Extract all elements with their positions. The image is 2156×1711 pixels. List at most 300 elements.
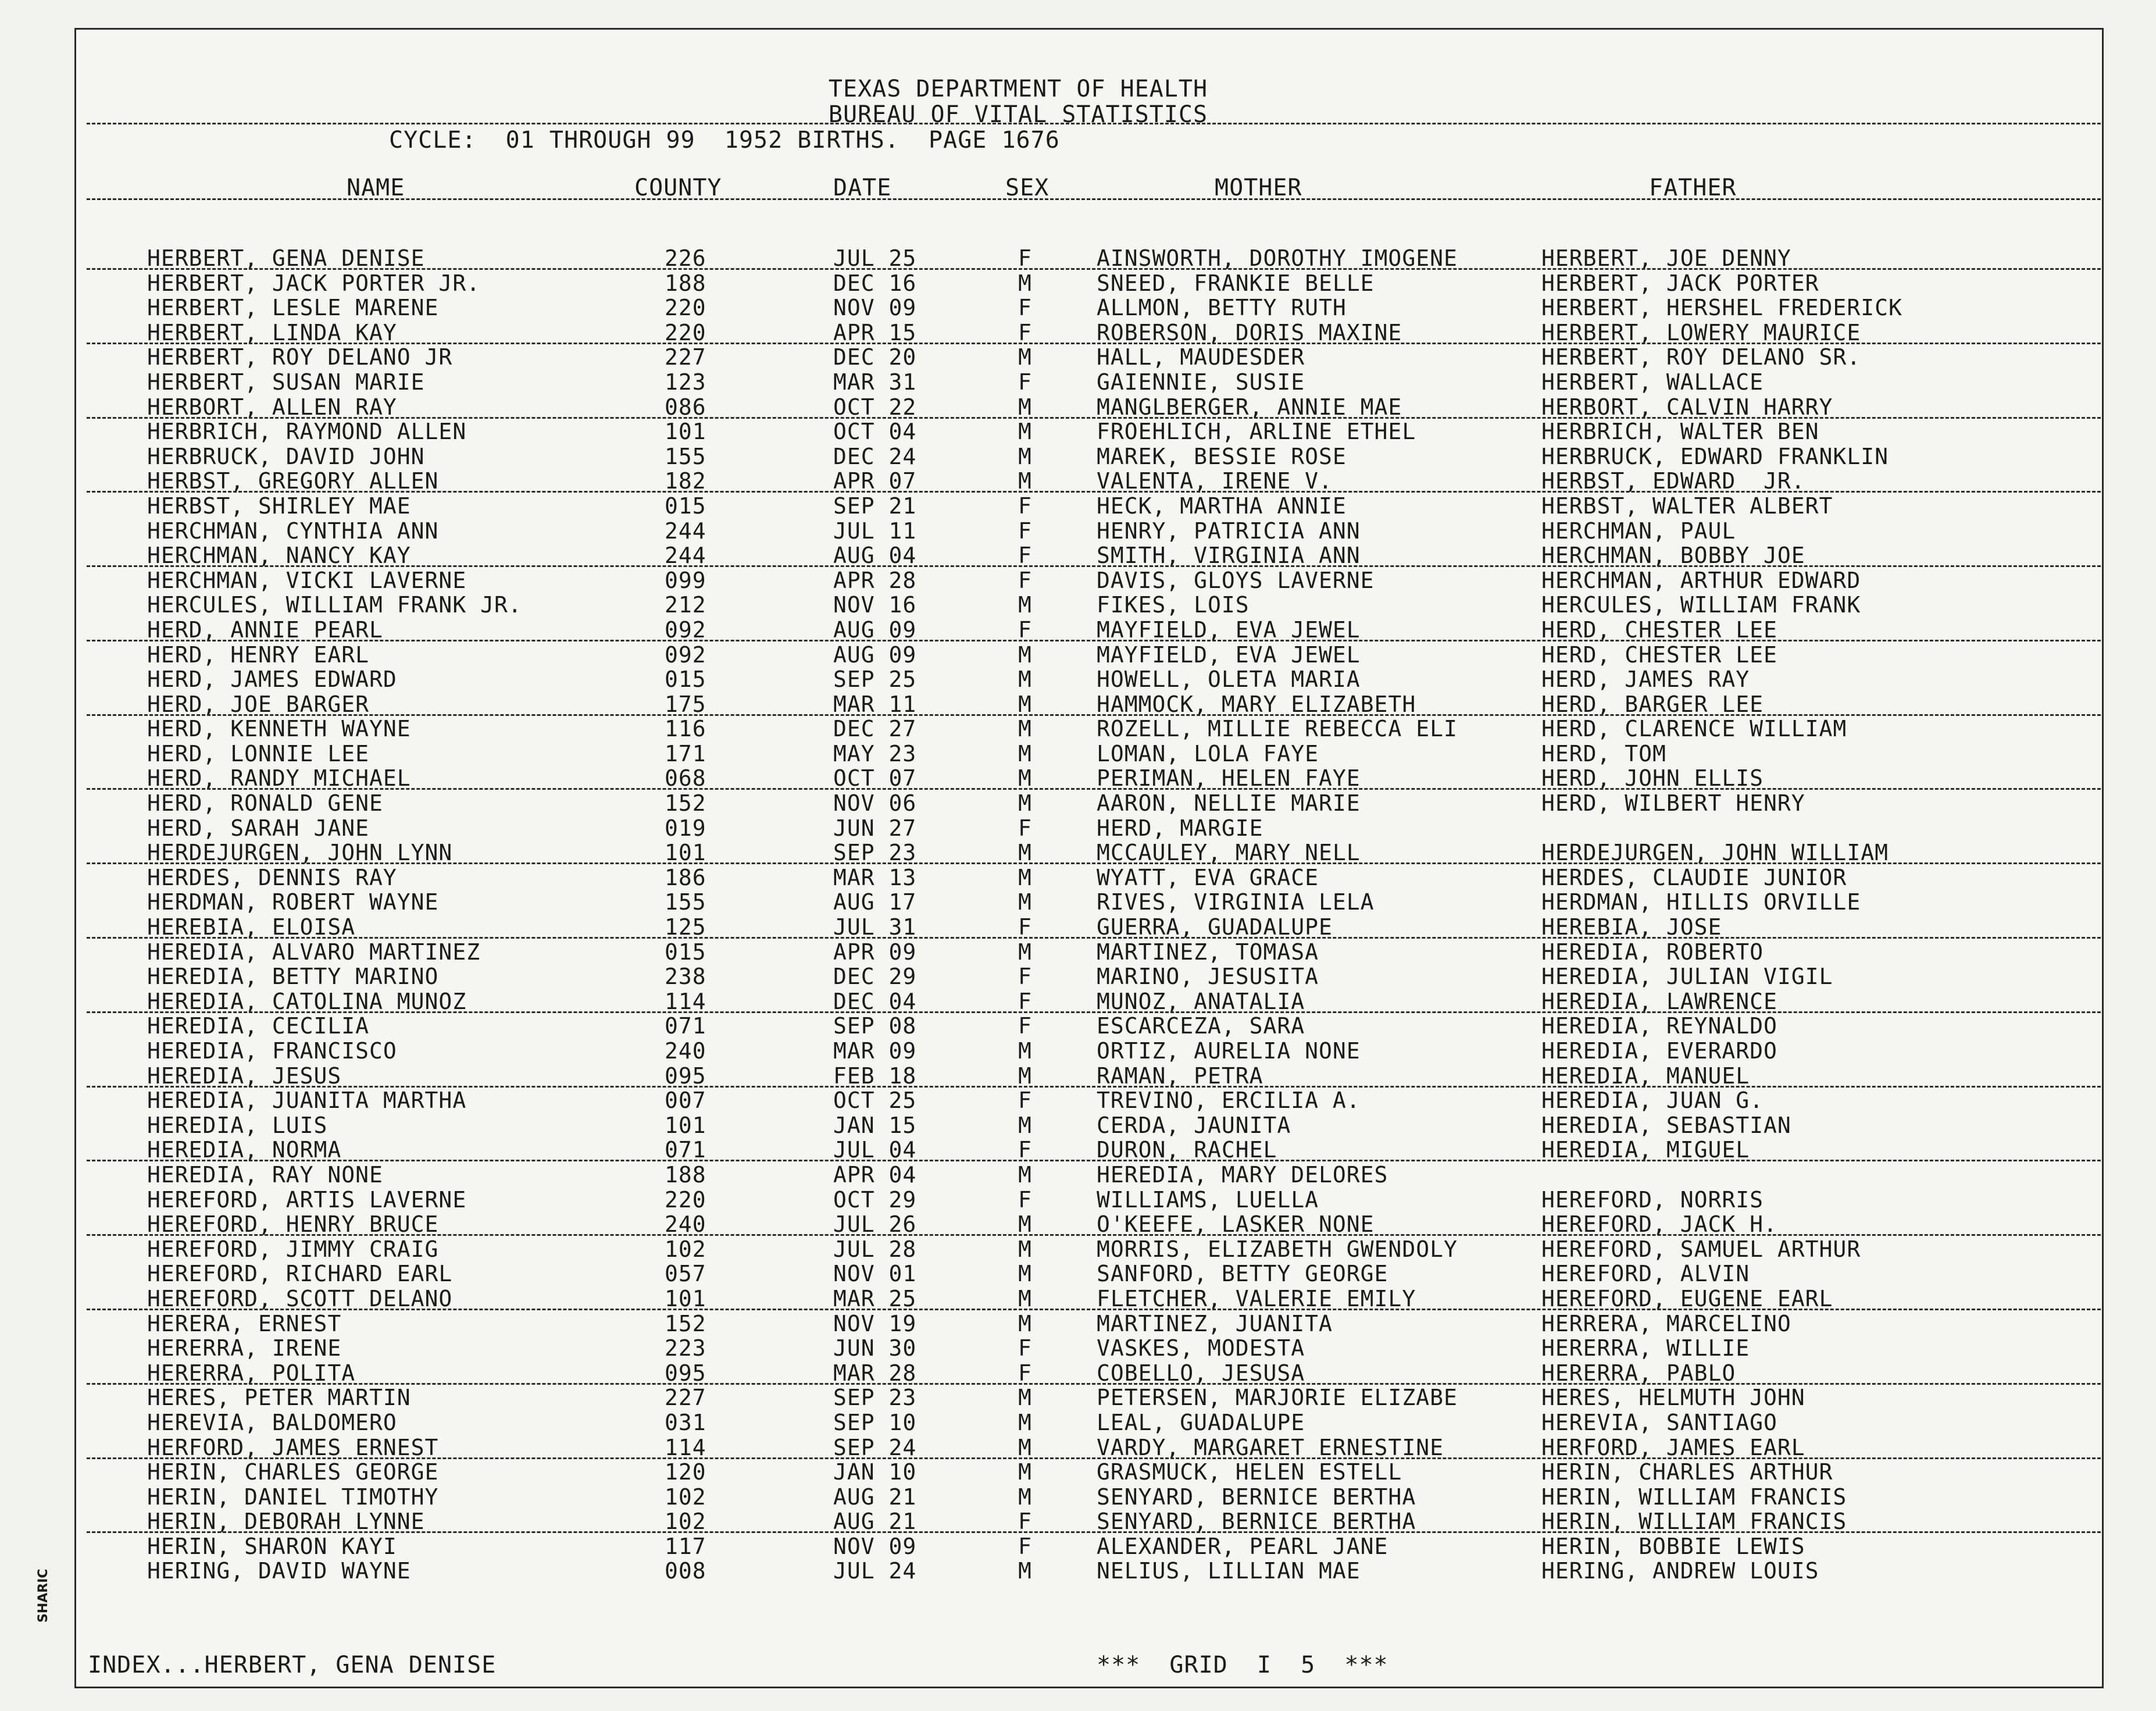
- cell-father: HERD, CHESTER LEE: [1541, 641, 1777, 668]
- divider: [87, 198, 2101, 200]
- cell-date: MAR 11: [833, 691, 917, 717]
- cell-father: HERDEJURGEN, JOHN WILLIAM: [1541, 840, 1889, 866]
- cell-sex: F: [1018, 369, 1032, 395]
- cell-father: HERFORD, JAMES EARL: [1541, 1434, 1805, 1460]
- cell-father: HERING, ANDREW LOUIS: [1541, 1558, 1819, 1584]
- table-row: [76, 1088, 2102, 1113]
- cell-sex: F: [1018, 245, 1032, 271]
- cell-sex: F: [1018, 518, 1032, 544]
- cell-father: HEREDIA, ROBERTO: [1541, 939, 1764, 965]
- cell-father: HERBERT, HERSHEL FREDERICK: [1541, 295, 1902, 321]
- cell-county: 152: [665, 790, 706, 817]
- cell-sex: M: [1018, 344, 1032, 370]
- cell-sex: M: [1018, 740, 1032, 767]
- cell-sex: M: [1018, 1211, 1032, 1238]
- cell-name: HEREDIA, LUIS: [147, 1112, 328, 1138]
- cell-date: NOV 16: [833, 592, 917, 618]
- cell-county: 102: [665, 1484, 706, 1510]
- cell-father: HERBRICH, WALTER BEN: [1541, 419, 1819, 445]
- cell-date: SEP 10: [833, 1409, 917, 1435]
- cell-mother: ALEXANDER, PEARL JANE: [1097, 1533, 1388, 1559]
- cell-name: HERCHMAN, NANCY KAY: [147, 543, 411, 569]
- table-row: [76, 865, 2102, 890]
- cell-mother: MAYFIELD, EVA JEWEL: [1097, 616, 1361, 643]
- cell-sex: M: [1018, 889, 1032, 915]
- cell-sex: M: [1018, 1063, 1032, 1089]
- cell-name: HEREDIA, CECILIA: [147, 1013, 370, 1039]
- table-row: [76, 915, 2102, 940]
- cell-date: MAR 31: [833, 369, 917, 395]
- cell-mother: GAIENNIE, SUSIE: [1097, 369, 1305, 395]
- cell-mother: WYATT, EVA GRACE: [1097, 864, 1319, 890]
- cell-date: DEC 20: [833, 344, 917, 370]
- cell-father: HERD, JAMES RAY: [1541, 666, 1750, 693]
- cell-mother: HAMMOCK, MARY ELIZABETH: [1097, 691, 1416, 717]
- cell-sex: F: [1018, 1509, 1032, 1535]
- table-row: [76, 543, 2102, 568]
- table-row: [76, 494, 2102, 519]
- cell-date: DEC 04: [833, 988, 917, 1014]
- cell-date: AUG 04: [833, 543, 917, 569]
- cell-mother: GRASMUCK, HELEN ESTELL: [1097, 1459, 1402, 1485]
- column-header-date: DATE: [833, 174, 892, 201]
- cell-county: 101: [665, 1285, 706, 1311]
- cell-name: HEREDIA, NORMA: [147, 1137, 342, 1163]
- cell-county: 171: [665, 740, 706, 767]
- table-row: [76, 1163, 2102, 1188]
- cell-county: 238: [665, 964, 706, 990]
- cell-name: HERERRA, POLITA: [147, 1360, 356, 1386]
- table-row: [76, 742, 2102, 767]
- cell-county: 071: [665, 1013, 706, 1039]
- cell-county: 015: [665, 493, 706, 519]
- cell-name: HERIN, SHARON KAYI: [147, 1533, 397, 1559]
- cell-mother: GUERRA, GUADALUPE: [1097, 914, 1333, 940]
- column-header-county: COUNTY: [634, 174, 722, 201]
- cell-date: JUL 04: [833, 1137, 917, 1163]
- table-row: [76, 643, 2102, 668]
- table-row: [76, 419, 2102, 444]
- cell-mother: HENRY, PATRICIA ANN: [1097, 518, 1361, 544]
- table-row: [76, 964, 2102, 989]
- cell-county: 015: [665, 939, 706, 965]
- cell-father: HEREDIA, REYNALDO: [1541, 1013, 1777, 1039]
- cell-county: 155: [665, 443, 706, 469]
- cell-father: HEREDIA, EVERARDO: [1541, 1038, 1777, 1064]
- table-row: [76, 1212, 2102, 1237]
- table-row: [76, 320, 2102, 345]
- cell-sex: M: [1018, 1310, 1032, 1336]
- cell-date: JUL 31: [833, 914, 917, 940]
- cell-date: OCT 25: [833, 1088, 917, 1114]
- cell-date: JUN 30: [833, 1335, 917, 1361]
- cell-mother: RAMAN, PETRA: [1097, 1063, 1263, 1089]
- cell-name: HERDES, DENNIS RAY: [147, 864, 397, 890]
- cell-mother: VASKES, MODESTA: [1097, 1335, 1305, 1361]
- cell-mother: SMITH, VIRGINIA ANN: [1097, 543, 1361, 569]
- cell-date: JUL 11: [833, 518, 917, 544]
- cell-sex: F: [1018, 319, 1032, 345]
- cell-sex: M: [1018, 1285, 1032, 1311]
- cell-name: HERBERT, JACK PORTER JR.: [147, 270, 481, 296]
- table-row: [76, 1188, 2102, 1213]
- cell-sex: M: [1018, 443, 1032, 469]
- department-title: TEXAS DEPARTMENT OF HEALTH: [828, 76, 1208, 102]
- cell-county: 152: [665, 1310, 706, 1336]
- cell-father: HERBERT, JACK PORTER: [1541, 270, 1819, 296]
- cell-father: HERBRUCK, EDWARD FRANKLIN: [1541, 443, 1889, 469]
- cell-county: 095: [665, 1063, 706, 1089]
- cell-father: HEREFORD, NORRIS: [1541, 1186, 1764, 1213]
- cell-name: HERBERT, LINDA KAY: [147, 319, 397, 345]
- cell-county: 155: [665, 889, 706, 915]
- cell-county: 015: [665, 666, 706, 693]
- cell-name: HERD, RONALD GENE: [147, 790, 383, 817]
- cell-name: HERERA, ERNEST: [147, 1310, 342, 1336]
- side-label: SHARIC: [36, 1569, 51, 1623]
- cell-county: 007: [665, 1088, 706, 1114]
- cell-county: 220: [665, 295, 706, 321]
- cell-mother: PERIMAN, HELEN FAYE: [1097, 765, 1361, 792]
- table-row: [76, 395, 2102, 420]
- cell-county: 240: [665, 1211, 706, 1238]
- cell-date: APR 28: [833, 567, 917, 593]
- cell-father: HERBERT, JOE DENNY: [1541, 245, 1791, 271]
- cell-county: 244: [665, 518, 706, 544]
- cell-name: HEREFORD, SCOTT DELANO: [147, 1285, 453, 1311]
- cell-father: HEREDIA, JUAN G.: [1541, 1088, 1764, 1114]
- cell-name: HEREDIA, FRANCISCO: [147, 1038, 397, 1064]
- cell-mother: FLETCHER, VALERIE EMILY: [1097, 1285, 1416, 1311]
- cell-county: 212: [665, 592, 706, 618]
- cell-mother: HEREDIA, MARY DELORES: [1097, 1161, 1388, 1188]
- table-row: [76, 246, 2102, 271]
- table-row: [76, 840, 2102, 865]
- cell-sex: F: [1018, 988, 1032, 1014]
- cell-name: HERIN, CHARLES GEORGE: [147, 1459, 439, 1485]
- cell-name: HERES, PETER MARTIN: [147, 1385, 411, 1411]
- cell-mother: O'KEEFE, LASKER NONE: [1097, 1211, 1375, 1238]
- cell-name: HERD, JAMES EDWARD: [147, 666, 397, 693]
- cell-mother: MARINO, JESUSITA: [1097, 964, 1319, 990]
- cell-father: HERCULES, WILLIAM FRANK: [1541, 592, 1861, 618]
- cell-county: 101: [665, 1112, 706, 1138]
- table-row: [76, 345, 2102, 370]
- bureau-title: BUREAU OF VITAL STATISTICS: [828, 101, 1208, 128]
- cell-father: HERD, CLARENCE WILLIAM: [1541, 716, 1847, 742]
- cell-mother: LOMAN, LOLA FAYE: [1097, 740, 1319, 767]
- cell-date: APR 07: [833, 468, 917, 494]
- table-row: [76, 1534, 2102, 1559]
- cell-county: 188: [665, 1161, 706, 1188]
- cell-father: HERBERT, LOWERY MAURICE: [1541, 319, 1861, 345]
- cell-date: AUG 09: [833, 616, 917, 643]
- cell-father: HEREFORD, JACK H.: [1541, 1211, 1777, 1238]
- cell-name: HERBRUCK, DAVID JOHN: [147, 443, 425, 469]
- cell-mother: FIKES, LOIS: [1097, 592, 1250, 618]
- cell-sex: M: [1018, 864, 1032, 890]
- cell-date: APR 04: [833, 1161, 917, 1188]
- table-row: [76, 1485, 2102, 1510]
- cell-sex: F: [1018, 1137, 1032, 1163]
- cell-date: JUL 26: [833, 1211, 917, 1238]
- cell-father: HERBORT, CALVIN HARRY: [1541, 394, 1833, 420]
- cell-name: HEREFORD, HENRY BRUCE: [147, 1211, 439, 1238]
- cell-date: DEC 16: [833, 270, 917, 296]
- cell-date: NOV 09: [833, 295, 917, 321]
- cell-name: HEREVIA, BALDOMERO: [147, 1409, 397, 1435]
- table-row: [76, 791, 2102, 816]
- cell-date: MAR 25: [833, 1285, 917, 1311]
- cell-mother: ORTIZ, AURELIA NONE: [1097, 1038, 1361, 1064]
- table-row: [76, 568, 2102, 593]
- cell-mother: MAREK, BESSIE ROSE: [1097, 443, 1347, 469]
- cell-date: JUN 27: [833, 815, 917, 841]
- cell-sex: F: [1018, 295, 1032, 321]
- cell-name: HERD, HENRY EARL: [147, 641, 370, 668]
- table-row: [76, 816, 2102, 841]
- cell-mother: LEAL, GUADALUPE: [1097, 1409, 1305, 1435]
- cell-name: HERD, SARAH JANE: [147, 815, 370, 841]
- cell-name: HERD, JOE BARGER: [147, 691, 370, 717]
- cell-sex: F: [1018, 1335, 1032, 1361]
- cell-sex: M: [1018, 1409, 1032, 1435]
- cell-county: 031: [665, 1409, 706, 1435]
- cycle-line: CYCLE: 01 THROUGH 99 1952 BIRTHS. PAGE 1676: [389, 127, 1060, 154]
- cell-date: DEC 24: [833, 443, 917, 469]
- cell-mother: AARON, NELLIE MARIE: [1097, 790, 1361, 817]
- cell-sex: M: [1018, 1385, 1032, 1411]
- table-row: [76, 667, 2102, 692]
- cell-county: 226: [665, 245, 706, 271]
- cell-sex: M: [1018, 270, 1032, 296]
- cell-date: AUG 21: [833, 1509, 917, 1535]
- record-page: [74, 28, 2104, 1688]
- cell-name: HERERRA, IRENE: [147, 1335, 342, 1361]
- cell-sex: F: [1018, 914, 1032, 940]
- cell-name: HERBERT, LESLE MARENE: [147, 295, 439, 321]
- table-row: [76, 766, 2102, 791]
- cell-mother: PETERSEN, MARJORIE ELIZABE: [1097, 1385, 1458, 1411]
- cell-county: 102: [665, 1236, 706, 1262]
- cell-sex: M: [1018, 468, 1032, 494]
- cell-date: NOV 19: [833, 1310, 917, 1336]
- cell-county: 101: [665, 419, 706, 445]
- table-row: [76, 1286, 2102, 1311]
- cell-father: HEREDIA, MANUEL: [1541, 1063, 1750, 1089]
- table-row: [76, 271, 2102, 296]
- cell-date: SEP 24: [833, 1434, 917, 1460]
- cell-county: 114: [665, 1434, 706, 1460]
- cell-sex: M: [1018, 716, 1032, 742]
- table-row: [76, 890, 2102, 915]
- cell-name: HEREDIA, RAY NONE: [147, 1161, 383, 1188]
- table-row: [76, 469, 2102, 494]
- cell-date: APR 15: [833, 319, 917, 345]
- table-row: [76, 1435, 2102, 1460]
- cell-sex: M: [1018, 765, 1032, 792]
- cell-sex: M: [1018, 1038, 1032, 1064]
- cell-name: HERCHMAN, VICKI LAVERNE: [147, 567, 467, 593]
- cell-mother: TREVINO, ERCILIA A.: [1097, 1088, 1361, 1114]
- cell-date: JUL 24: [833, 1558, 917, 1584]
- cell-county: 175: [665, 691, 706, 717]
- cell-sex: M: [1018, 1459, 1032, 1485]
- cell-father: HERCHMAN, ARTHUR EDWARD: [1541, 567, 1861, 593]
- cell-mother: DAVIS, GLOYS LAVERNE: [1097, 567, 1375, 593]
- cell-date: SEP 08: [833, 1013, 917, 1039]
- cell-sex: M: [1018, 1434, 1032, 1460]
- cell-mother: MCCAULEY, MARY NELL: [1097, 840, 1361, 866]
- cell-father: HEREDIA, LAWRENCE: [1541, 988, 1777, 1014]
- cell-mother: AINSWORTH, DOROTHY IMOGENE: [1097, 245, 1458, 271]
- table-row: [76, 1113, 2102, 1138]
- cell-county: 240: [665, 1038, 706, 1064]
- cell-mother: HERD, MARGIE: [1097, 815, 1263, 841]
- cell-father: HERIN, WILLIAM FRANCIS: [1541, 1509, 1847, 1535]
- cell-mother: MORRIS, ELIZABETH GWENDOLY: [1097, 1236, 1458, 1262]
- cell-father: HERD, JOHN ELLIS: [1541, 765, 1764, 792]
- cell-date: JUL 25: [833, 245, 917, 271]
- cell-sex: F: [1018, 1533, 1032, 1559]
- cell-name: HERIN, DANIEL TIMOTHY: [147, 1484, 439, 1510]
- cell-mother: ROBERSON, DORIS MAXINE: [1097, 319, 1402, 345]
- cell-date: OCT 04: [833, 419, 917, 445]
- cell-father: HERDES, CLAUDIE JUNIOR: [1541, 864, 1847, 890]
- cell-date: AUG 17: [833, 889, 917, 915]
- cell-date: JUL 28: [833, 1236, 917, 1262]
- cell-father: HEREDIA, MIGUEL: [1541, 1137, 1750, 1163]
- cell-date: SEP 23: [833, 1385, 917, 1411]
- cell-county: 244: [665, 543, 706, 569]
- cell-county: 188: [665, 270, 706, 296]
- cell-father: HEREVIA, SANTIAGO: [1541, 1409, 1777, 1435]
- cell-father: HERCHMAN, PAUL: [1541, 518, 1736, 544]
- cell-name: HERCHMAN, CYNTHIA ANN: [147, 518, 439, 544]
- cell-name: HEREFORD, RICHARD EARL: [147, 1261, 453, 1287]
- cell-father: HERD, TOM: [1541, 740, 1666, 767]
- cell-county: 120: [665, 1459, 706, 1485]
- cell-name: HEREDIA, JUANITA MARTHA: [147, 1088, 467, 1114]
- cell-name: HEREFORD, JIMMY CRAIG: [147, 1236, 439, 1262]
- cell-date: SEP 23: [833, 840, 917, 866]
- table-row: [76, 1559, 2102, 1584]
- cell-date: APR 09: [833, 939, 917, 965]
- cell-father: HERD, CHESTER LEE: [1541, 616, 1777, 643]
- cell-date: OCT 29: [833, 1186, 917, 1213]
- cell-mother: MUNOZ, ANATALIA: [1097, 988, 1305, 1014]
- cell-date: JAN 15: [833, 1112, 917, 1138]
- cell-father: HEREFORD, ALVIN: [1541, 1261, 1750, 1287]
- cell-name: HERBORT, ALLEN RAY: [147, 394, 397, 420]
- cell-name: HERDMAN, ROBERT WAYNE: [147, 889, 439, 915]
- cell-mother: RIVES, VIRGINIA LELA: [1097, 889, 1375, 915]
- cell-mother: ESCARCEZA, SARA: [1097, 1013, 1305, 1039]
- cell-name: HEREDIA, BETTY MARINO: [147, 964, 439, 990]
- cell-date: OCT 22: [833, 394, 917, 420]
- table-row: [76, 1064, 2102, 1089]
- table-row: [76, 692, 2102, 717]
- cell-name: HERBERT, SUSAN MARIE: [147, 369, 425, 395]
- cell-county: 092: [665, 616, 706, 643]
- table-row: [76, 1138, 2102, 1163]
- table-row: [76, 1336, 2102, 1361]
- cell-sex: F: [1018, 1186, 1032, 1213]
- cell-mother: MAYFIELD, EVA JEWEL: [1097, 641, 1361, 668]
- cell-county: 102: [665, 1509, 706, 1535]
- cell-sex: F: [1018, 1088, 1032, 1114]
- cell-mother: HALL, MAUDESDER: [1097, 344, 1305, 370]
- table-row: [76, 1237, 2102, 1262]
- table-row: [76, 370, 2102, 395]
- cell-county: 125: [665, 914, 706, 940]
- cell-date: OCT 07: [833, 765, 917, 792]
- cell-name: HERBERT, GENA DENISE: [147, 245, 425, 271]
- table-row: [76, 989, 2102, 1014]
- cell-county: 227: [665, 1385, 706, 1411]
- cell-name: HERBRICH, RAYMOND ALLEN: [147, 419, 467, 445]
- cell-county: 116: [665, 716, 706, 742]
- cell-county: 114: [665, 988, 706, 1014]
- cell-mother: VALENTA, IRENE V.: [1097, 468, 1333, 494]
- cell-father: HERERRA, PABLO: [1541, 1360, 1736, 1386]
- cell-sex: F: [1018, 1360, 1032, 1386]
- cell-county: 101: [665, 840, 706, 866]
- column-header-sex: SEX: [1005, 174, 1050, 201]
- cell-sex: M: [1018, 592, 1032, 618]
- cell-name: HERBST, SHIRLEY MAE: [147, 493, 411, 519]
- cell-father: HERIN, CHARLES ARTHUR: [1541, 1459, 1833, 1485]
- cell-sex: F: [1018, 567, 1032, 593]
- cell-sex: M: [1018, 394, 1032, 420]
- cell-father: HERCHMAN, BOBBY JOE: [1541, 543, 1805, 569]
- cell-father: HERIN, WILLIAM FRANCIS: [1541, 1484, 1847, 1510]
- cell-county: 123: [665, 369, 706, 395]
- table-row: [76, 940, 2102, 965]
- table-row: [76, 295, 2102, 320]
- cell-mother: VARDY, MARGARET ERNESTINE: [1097, 1434, 1444, 1460]
- cell-county: 223: [665, 1335, 706, 1361]
- table-row: [76, 1509, 2102, 1534]
- cell-father: HERES, HELMUTH JOHN: [1541, 1385, 1805, 1411]
- cell-mother: SENYARD, BERNICE BERTHA: [1097, 1509, 1416, 1535]
- cell-mother: NELIUS, LILLIAN MAE: [1097, 1558, 1361, 1584]
- cell-sex: M: [1018, 1236, 1032, 1262]
- cell-mother: WILLIAMS, LUELLA: [1097, 1186, 1319, 1213]
- cell-mother: HECK, MARTHA ANNIE: [1097, 493, 1347, 519]
- cell-county: 117: [665, 1533, 706, 1559]
- table-row: [76, 1410, 2102, 1435]
- cell-mother: SNEED, FRANKIE BELLE: [1097, 270, 1375, 296]
- cell-county: 220: [665, 319, 706, 345]
- cell-date: SEP 21: [833, 493, 917, 519]
- cell-mother: HOWELL, OLETA MARIA: [1097, 666, 1361, 693]
- cell-county: 068: [665, 765, 706, 792]
- cell-father: HERD, WILBERT HENRY: [1541, 790, 1805, 817]
- cell-name: HEREDIA, JESUS: [147, 1063, 342, 1089]
- cell-county: 220: [665, 1186, 706, 1213]
- cell-father: HERIN, BOBBIE LEWIS: [1541, 1533, 1805, 1559]
- cell-father: HEREBIA, JOSE: [1541, 914, 1722, 940]
- cell-county: 095: [665, 1360, 706, 1386]
- table-row: [76, 1261, 2102, 1286]
- cell-date: DEC 27: [833, 716, 917, 742]
- table-row: [76, 1311, 2102, 1336]
- cell-sex: M: [1018, 939, 1032, 965]
- index-footer: INDEX...HERBERT, GENA DENISE: [88, 1652, 497, 1678]
- cell-sex: M: [1018, 1161, 1032, 1188]
- cell-name: HERCULES, WILLIAM FRANK JR.: [147, 592, 522, 618]
